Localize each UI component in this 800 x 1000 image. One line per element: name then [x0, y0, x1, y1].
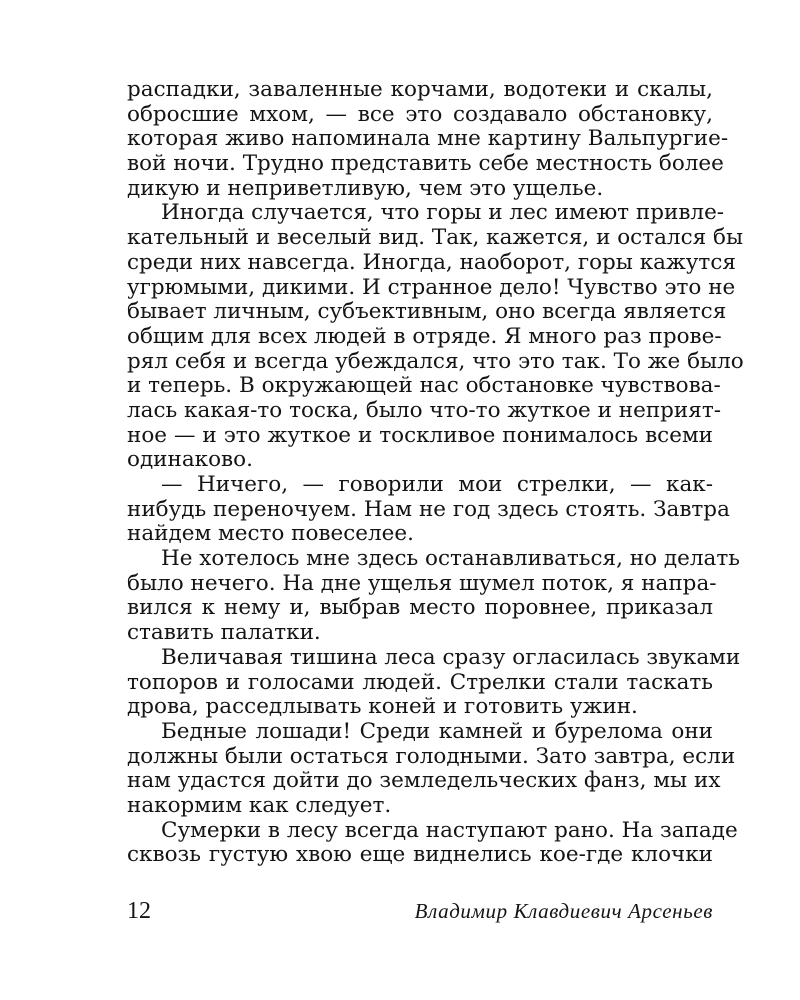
text-line: накормим как следует.	[127, 792, 392, 818]
page-footer	[127, 896, 713, 926]
text-line: среди них навсегда. Иногда, наоборот, горы кажутся	[127, 249, 736, 275]
text-line: Иногда случается, что горы и лес имеют привле-	[161, 200, 725, 226]
text-line: ное — и это жуткое и тоскливое понималось всеми	[127, 422, 713, 448]
body-text	[127, 77, 744, 868]
text-line: Бедные лошади! Среди камней и бурелома они	[161, 718, 713, 744]
text-line: Величавая тишина леса сразу огласилась звуками	[161, 644, 741, 670]
text-line: обросшие мхом, — все это создавало обстановку,	[127, 101, 713, 127]
text-line: рял себя и всегда убеждался, что это так. То же было	[127, 348, 744, 374]
text-line: вой ночи. Трудно представить себе местность более	[127, 151, 724, 177]
text-line: Сумерки в лесу всегда наступают рано. На западе	[161, 817, 738, 843]
text-line: которая живо напоминала мне картину Вальпургие-	[127, 126, 729, 152]
text-line: топоров и голосами людей. Стрелки стали таскать	[127, 669, 713, 695]
text-line: распадки, заваленные корчами, водотеки и скалы,	[127, 77, 713, 102]
text-line: Не хотелось мне здесь останавливаться, но делать	[161, 546, 740, 572]
running-header-author: Владимир Клавдиевич Арсеньев	[414, 899, 713, 923]
text-line: кательный и веселый вид. Так, кажется, и остался бы	[127, 225, 744, 251]
text-line: было нечего. На дне ущелья шумел поток, я напра-	[127, 570, 717, 596]
text-line: бывает личным, субъективным, оно всегда является	[127, 299, 727, 325]
text-line: вился к нему и, выбрав место поровнее, приказал	[127, 595, 713, 621]
text-line: угрюмыми, дикими. И странное дело! Чувство это не	[127, 274, 736, 300]
text-line: дрова, расседлывать коней и готовить ужин.	[127, 694, 638, 720]
text-line: должны были остаться голодными. Зато завтра, если	[127, 743, 736, 769]
page-number: 12	[127, 898, 151, 924]
text-line: общим для всех людей в отряде. Я много раз прове-	[127, 323, 722, 349]
text-line: — Ничего, — говорили мои стрелки, — как-	[161, 472, 713, 497]
text-line: одинаково.	[127, 447, 253, 473]
text-line: нибудь переночуем. Нам не год здесь стоять. Завтра	[127, 496, 730, 522]
text-line: ставить палатки.	[127, 620, 321, 646]
text-line: найдем место повеселее.	[127, 521, 414, 547]
text-line: лась какая-то тоска, было что-то жуткое и неприят-	[127, 397, 721, 423]
text-line: сквозь густую хвою еще виднелись кое-где клочки	[127, 842, 713, 868]
text-line: дикую и неприветливую, чем это ущелье.	[127, 175, 604, 201]
text-line: и теперь. В окружающей нас обстановке чувствова-	[127, 373, 721, 399]
text-line: нам удастся дойти до земледельческих фанз, мы их	[127, 768, 721, 794]
